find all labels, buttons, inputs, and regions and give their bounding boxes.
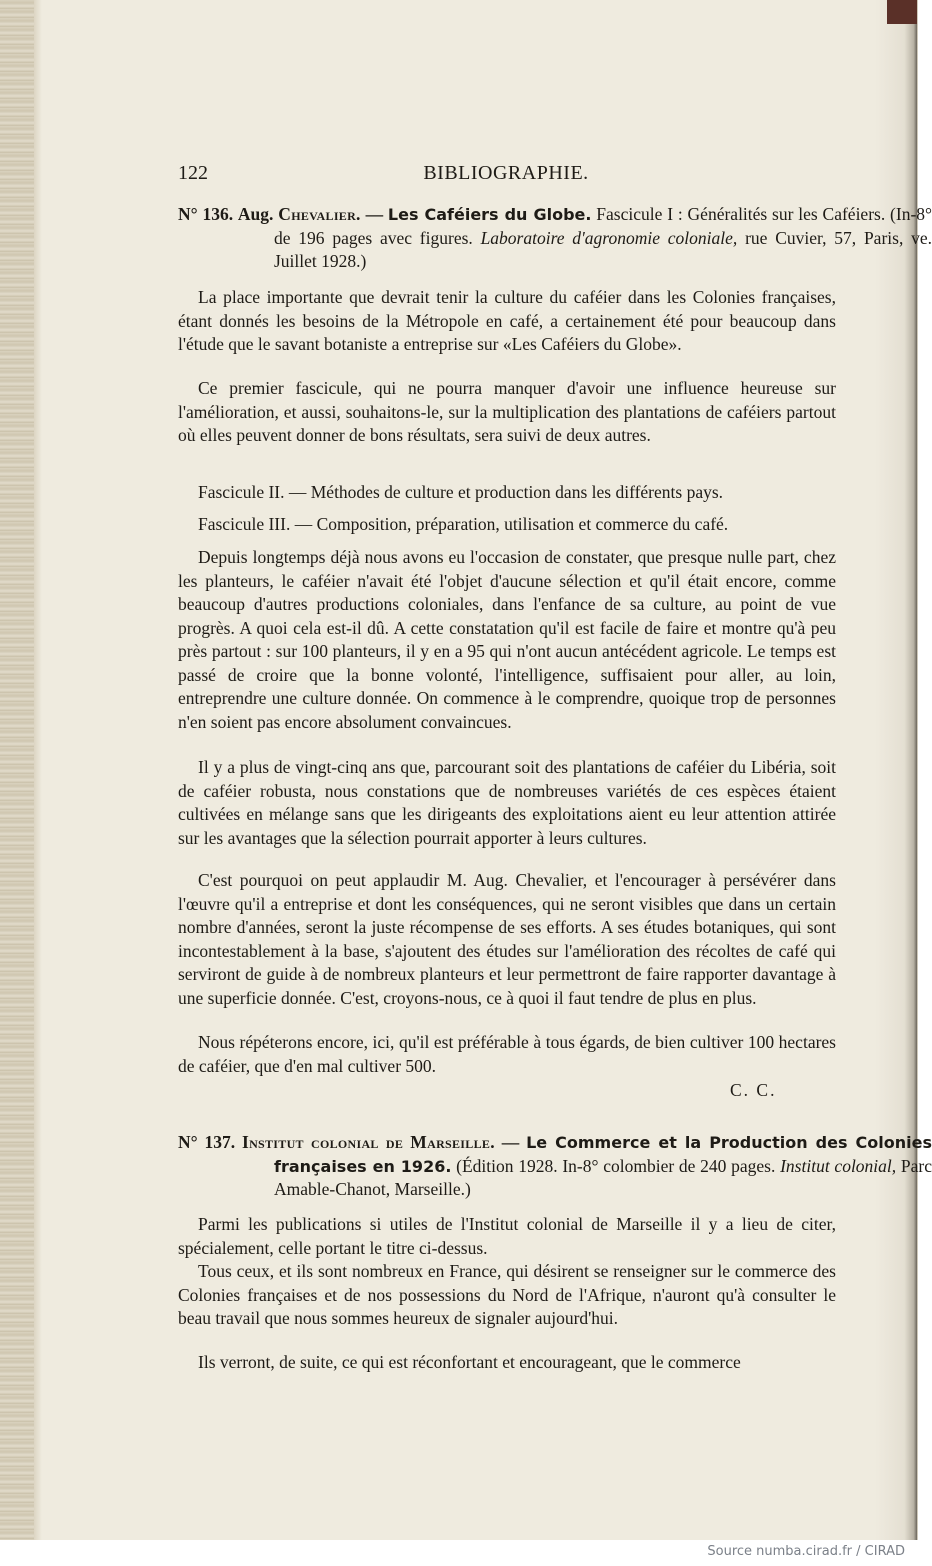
entry-137-paragraph-1: Parmi les publications si utiles de l'Institut colonial de Marseille il y a lieu de citer, spécialement, celle portant le titre ci-dessus.: [178, 1214, 836, 1258]
entry-136-details-2: rue Cuvier, 57, Paris, ve. Juillet 1928.): [274, 227, 932, 271]
page-number: 122: [178, 162, 208, 184]
running-head: [178, 162, 834, 188]
entry-136-paragraph-8: Nous répéterons encore, ici, qu'il est préférable à tous égards, de bien cultiver 100 hectares de caféier, que d'en mal cultiver 500.: [178, 1032, 836, 1076]
source-credit: Source numba.cirad.fr / CIRAD: [707, 1544, 905, 1559]
entry-136-fascicule-3: Fascicule III. — Composition, préparation, utilisation et commerce du café.: [198, 514, 729, 534]
entry-136-details-1: Fascicule I : Généralités sur les Caféiers. (In-8° de 196 pages avec figures.: [274, 204, 932, 248]
entry-137-paragraph-2: Tous ceux, et ils sont nombreux en France, qui désirent se renseigner sur le commerce des Colonies françaises et de nos possessions du Nord de l'Afrique, n'auront qu'à consulter le beau travail que nous sommes heureux de signaler aujourd'hui.: [178, 1261, 836, 1328]
entry-136-dash: —: [365, 204, 384, 224]
spine-shadow: [34, 0, 42, 1540]
entry-136-paragraph-2: Ce premier fascicule, qui ne pourra manquer d'avoir une influence heureuse sur l'amélioration, et aussi, souhaitons-le, sur la multiplication des plantations de caféiers partout où elles peuvent donner de bons résultats, sera suivi de deux autres.: [178, 378, 836, 445]
entry-136-paragraph-6: Il y a plus de vingt-cinq ans que, parcourant soit des plantations de caféier du Libéria, soit de caféier robusta, nous constations que de nombreuses variétés de ces espèces étaient cultivées en mélange sans que les dirigeants des exploitations aient eu leur attention attirée sur les avantages que la sélection pourrait apporter à leurs cultures.: [178, 757, 836, 848]
binding-corner: [887, 0, 917, 24]
entry-136-paragraph-5: Depuis longtemps déjà nous avons eu l'occasion de constater, que presque nulle part, chez les planteurs, le caféier n'avait été l'objet d'aucune sélection et qu'il était encore, comme beaucoup d'autres productions coloniales, dans l'enfance de sa culture, au point de vue progrès. A quoi cela est-il dû. A cette constatation qu'il est facile de faire et montre qu'à peu près partout : sur 100 planteurs, il y en a 95 qui n'ont aucun antécédent agricole. Le temps est passé de croire que la bonne volonté, l'intelligence, suffisaient pour aller, au loin, entreprendre une culture donnée. On commence à le comprendre, quoique trop de personnes n'en soient pas encore absolument convaincues.: [178, 547, 836, 732]
entry-136-publisher: Laboratoire d'agronomie coloniale,: [480, 227, 738, 248]
entry-137-paragraph-3: Ils verront, de suite, ce qui est réconfortant et encourageant, que le commerce: [198, 1352, 741, 1372]
entry-136-title: Les Caféiers du Globe.: [387, 205, 592, 224]
page-spine: [0, 0, 34, 1540]
entry-136-heading: [178, 203, 932, 274]
entry-137-details-1: (Édition 1928. In-8° colombier de 240 pages.: [456, 1155, 776, 1176]
entry-137-dash: —: [501, 1132, 520, 1152]
entry-137-heading: [178, 1131, 932, 1202]
entry-137-number: N° 137.: [178, 1132, 236, 1152]
entry-136-author-last: Chevalier.: [278, 204, 361, 224]
entry-136-signature: C. C.: [730, 1080, 777, 1100]
entry-136-paragraph-1: La place importante que devrait tenir la culture du caféier dans les Colonies françaises, étant donnés les besoins de la Métropole en café, a certainement été pour beaucoup dans l'étude que le savant botaniste a entreprise sur «Les Caféiers du Globe».: [178, 287, 836, 354]
entry-136-fascicule-2: Fascicule II. — Méthodes de culture et production dans les différents pays.: [198, 482, 724, 502]
running-title: BIBLIOGRAPHIE.: [423, 162, 589, 184]
entry-136-author-first: Aug.: [237, 204, 274, 224]
entry-137-details-2: Parc Amable-Chanot, Marseille.): [274, 1155, 932, 1199]
entry-137-title: Le Commerce et la Production des Colonies françaises en 1926.: [274, 1133, 932, 1176]
entry-136-paragraph-7: C'est pourquoi on peut applaudir M. Aug. Chevalier, et l'encourager à persévérer dans l'œuvre qu'il a entreprise et dont les conséquences, qui ne seront visibles que dans un certain nombre d'années, seront la juste récompense de ses efforts. A ses études botaniques, qui sont incontestablement à la base, s'ajoutent des études sur l'amélioration des récoltes de café qui serviront de guide à de nombreux planteurs et leur permettront de faire rapporter davantage à une superficie donnée. C'est, croyons-nous, ce à quoi il faut tendre de plus en plus.: [178, 870, 836, 1008]
entry-137-publisher: Institut colonial,: [780, 1155, 897, 1176]
entry-136-number: N° 136.: [178, 204, 234, 224]
entry-137-author: Institut colonial de Marseille.: [241, 1132, 495, 1152]
